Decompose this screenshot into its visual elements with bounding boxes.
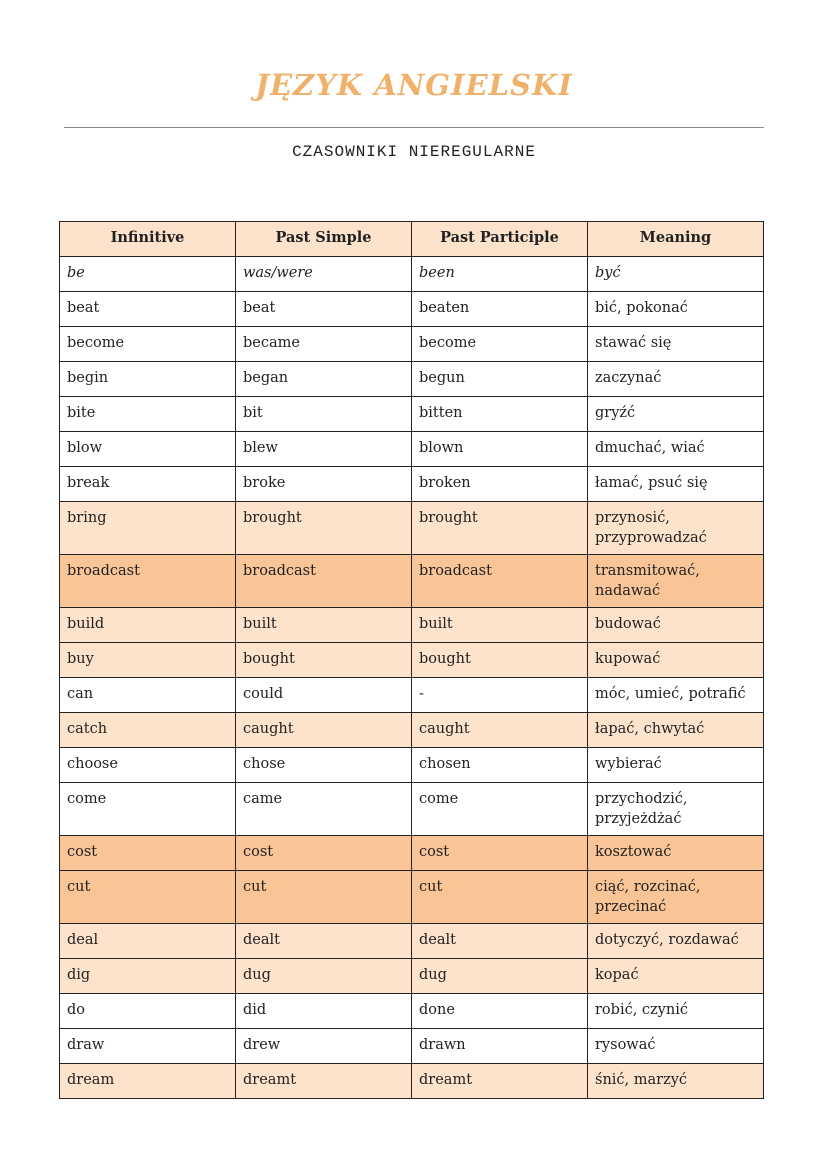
cell-past-simple: built	[236, 608, 412, 643]
cell-past-simple: dealt	[236, 924, 412, 959]
cell-past-participle: come	[412, 783, 588, 836]
cell-past-simple: cut	[236, 871, 412, 924]
cell-past-simple: broke	[236, 467, 412, 502]
table-row	[60, 1064, 764, 1099]
cell-past-simple: was/were	[236, 257, 412, 292]
cell-meaning: robić, czynić	[588, 994, 764, 1029]
cell-meaning: przychodzić, przyjeżdżać	[588, 783, 764, 836]
cell-meaning: kosztować	[588, 836, 764, 871]
cell-past-participle: broadcast	[412, 555, 588, 608]
cell-past-participle: been	[412, 257, 588, 292]
cell-infinitive: can	[60, 678, 236, 713]
cell-meaning: kupować	[588, 643, 764, 678]
cell-meaning: bić, pokonać	[588, 292, 764, 327]
cell-past-simple: bought	[236, 643, 412, 678]
table-row	[60, 397, 764, 432]
cell-past-simple: drew	[236, 1029, 412, 1064]
table-row	[60, 994, 764, 1029]
cell-meaning: ciąć, rozcinać, przecinać	[588, 871, 764, 924]
cell-past-participle: cut	[412, 871, 588, 924]
cell-infinitive: broadcast	[60, 555, 236, 608]
cell-past-simple: became	[236, 327, 412, 362]
cell-meaning: móc, umieć, potrafić	[588, 678, 764, 713]
cell-meaning: zaczynać	[588, 362, 764, 397]
cell-infinitive: cost	[60, 836, 236, 871]
cell-infinitive: bring	[60, 502, 236, 555]
cell-past-participle: done	[412, 994, 588, 1029]
irregular-verbs-table	[59, 221, 764, 1099]
cell-past-participle: brought	[412, 502, 588, 555]
cell-meaning: budować	[588, 608, 764, 643]
cell-meaning: gryźć	[588, 397, 764, 432]
cell-meaning: transmitować, nadawać	[588, 555, 764, 608]
cell-past-simple: dreamt	[236, 1064, 412, 1099]
cell-past-participle: blown	[412, 432, 588, 467]
table-header-row	[60, 222, 764, 257]
table-row	[60, 555, 764, 608]
cell-past-simple: cost	[236, 836, 412, 871]
cell-infinitive: blow	[60, 432, 236, 467]
cell-past-participle: dreamt	[412, 1064, 588, 1099]
table-row	[60, 924, 764, 959]
cell-infinitive: become	[60, 327, 236, 362]
cell-past-simple: chose	[236, 748, 412, 783]
cell-meaning: przynosić, przyprowadzać	[588, 502, 764, 555]
cell-infinitive: come	[60, 783, 236, 836]
page-subtitle: CZASOWNIKI NIEREGULARNE	[292, 143, 536, 161]
cell-past-participle: beaten	[412, 292, 588, 327]
cell-infinitive: be	[60, 257, 236, 292]
table-row	[60, 292, 764, 327]
cell-past-participle: -	[412, 678, 588, 713]
table-row	[60, 871, 764, 924]
cell-meaning: dmuchać, wiać	[588, 432, 764, 467]
cell-past-participle: bitten	[412, 397, 588, 432]
cell-past-participle: built	[412, 608, 588, 643]
cell-infinitive: catch	[60, 713, 236, 748]
cell-infinitive: dig	[60, 959, 236, 994]
cell-past-simple: brought	[236, 502, 412, 555]
table-row	[60, 362, 764, 397]
table-row	[60, 327, 764, 362]
cell-past-participle: drawn	[412, 1029, 588, 1064]
cell-infinitive: deal	[60, 924, 236, 959]
cell-past-simple: came	[236, 783, 412, 836]
divider	[64, 127, 764, 128]
table-row	[60, 959, 764, 994]
table-row	[60, 1029, 764, 1064]
cell-infinitive: begin	[60, 362, 236, 397]
cell-meaning: łapać, chwytać	[588, 713, 764, 748]
cell-meaning: kopać	[588, 959, 764, 994]
cell-infinitive: dream	[60, 1064, 236, 1099]
cell-past-participle: begun	[412, 362, 588, 397]
cell-meaning: wybierać	[588, 748, 764, 783]
cell-meaning: śnić, marzyć	[588, 1064, 764, 1099]
cell-infinitive: choose	[60, 748, 236, 783]
table-row	[60, 678, 764, 713]
table-row	[60, 748, 764, 783]
cell-past-participle: broken	[412, 467, 588, 502]
cell-meaning: dotyczyć, rozdawać	[588, 924, 764, 959]
cell-meaning: rysować	[588, 1029, 764, 1064]
table-row	[60, 608, 764, 643]
table-row	[60, 257, 764, 292]
table-row	[60, 783, 764, 836]
cell-infinitive: build	[60, 608, 236, 643]
cell-past-participle: bought	[412, 643, 588, 678]
cell-meaning: stawać się	[588, 327, 764, 362]
cell-past-participle: dealt	[412, 924, 588, 959]
page-title: JĘZYK ANGIELSKI	[255, 68, 573, 102]
cell-past-simple: bit	[236, 397, 412, 432]
cell-infinitive: beat	[60, 292, 236, 327]
cell-infinitive: bite	[60, 397, 236, 432]
cell-past-simple: caught	[236, 713, 412, 748]
cell-past-simple: blew	[236, 432, 412, 467]
cell-infinitive: break	[60, 467, 236, 502]
cell-infinitive: draw	[60, 1029, 236, 1064]
column-header-infinitive: Infinitive	[60, 222, 236, 257]
cell-past-participle: dug	[412, 959, 588, 994]
table-row	[60, 502, 764, 555]
cell-past-simple: dug	[236, 959, 412, 994]
table-row	[60, 467, 764, 502]
cell-meaning: łamać, psuć się	[588, 467, 764, 502]
cell-infinitive: buy	[60, 643, 236, 678]
table-row	[60, 836, 764, 871]
cell-past-participle: become	[412, 327, 588, 362]
table-row	[60, 643, 764, 678]
cell-past-participle: caught	[412, 713, 588, 748]
cell-infinitive: cut	[60, 871, 236, 924]
cell-past-participle: cost	[412, 836, 588, 871]
table-row	[60, 713, 764, 748]
cell-past-simple: broadcast	[236, 555, 412, 608]
cell-past-participle: chosen	[412, 748, 588, 783]
column-header-past-participle: Past Participle	[412, 222, 588, 257]
cell-past-simple: beat	[236, 292, 412, 327]
column-header-past-simple: Past Simple	[236, 222, 412, 257]
cell-past-simple: began	[236, 362, 412, 397]
cell-past-simple: did	[236, 994, 412, 1029]
cell-past-simple: could	[236, 678, 412, 713]
table-row	[60, 432, 764, 467]
cell-infinitive: do	[60, 994, 236, 1029]
cell-meaning: być	[588, 257, 764, 292]
column-header-meaning: Meaning	[588, 222, 764, 257]
